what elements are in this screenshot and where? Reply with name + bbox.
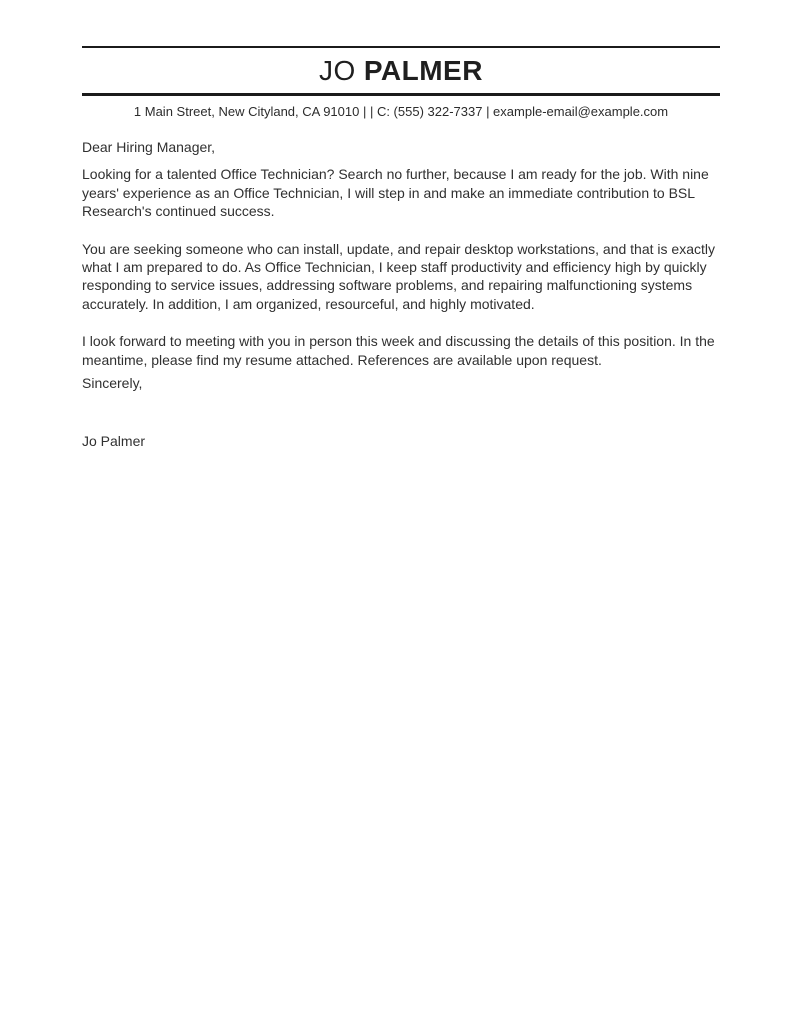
signature: Jo Palmer <box>82 433 146 450</box>
letter-body <box>82 138 720 451</box>
paragraph-call-to-action: I look forward to meeting with you in person this week and discussing the details of this position. In the meantime, please find my resume attached. References are available upon request. <box>82 333 715 368</box>
letterhead <box>82 46 720 119</box>
contact-line: 1 Main Street, New Cityland, CA 91010 | | C: (555) 322-7337 | example-email@example.com <box>133 104 669 119</box>
applicant-first-name: JO <box>319 55 356 86</box>
applicant-last-name: PALMER <box>363 55 483 86</box>
paragraph-qualifications: You are seeking someone who can install, update, and repair desktop workstations, and that is exactly what I am prepared to do. As Office Technician, I keep staff productivity and efficiency high by quickly responding to service issues, addressing software problems, and repairing malfunctioning systems accurately. In addition, I am organized, resourceful, and highly motivated. <box>82 240 715 312</box>
header-rule-top <box>82 46 720 48</box>
salutation: Dear Hiring Manager, <box>82 139 216 155</box>
header-rule-bottom <box>82 93 720 96</box>
letter-content <box>82 46 720 451</box>
applicant-name <box>82 56 720 86</box>
closing: Sincerely, <box>82 375 143 392</box>
paragraph-intro: Looking for a talented Office Technician? Search no further, because I am ready for the job. With nine years' experience as an Office Technician, I will step in and make an immediate contribution to BSL Research's continued success. <box>82 166 709 220</box>
